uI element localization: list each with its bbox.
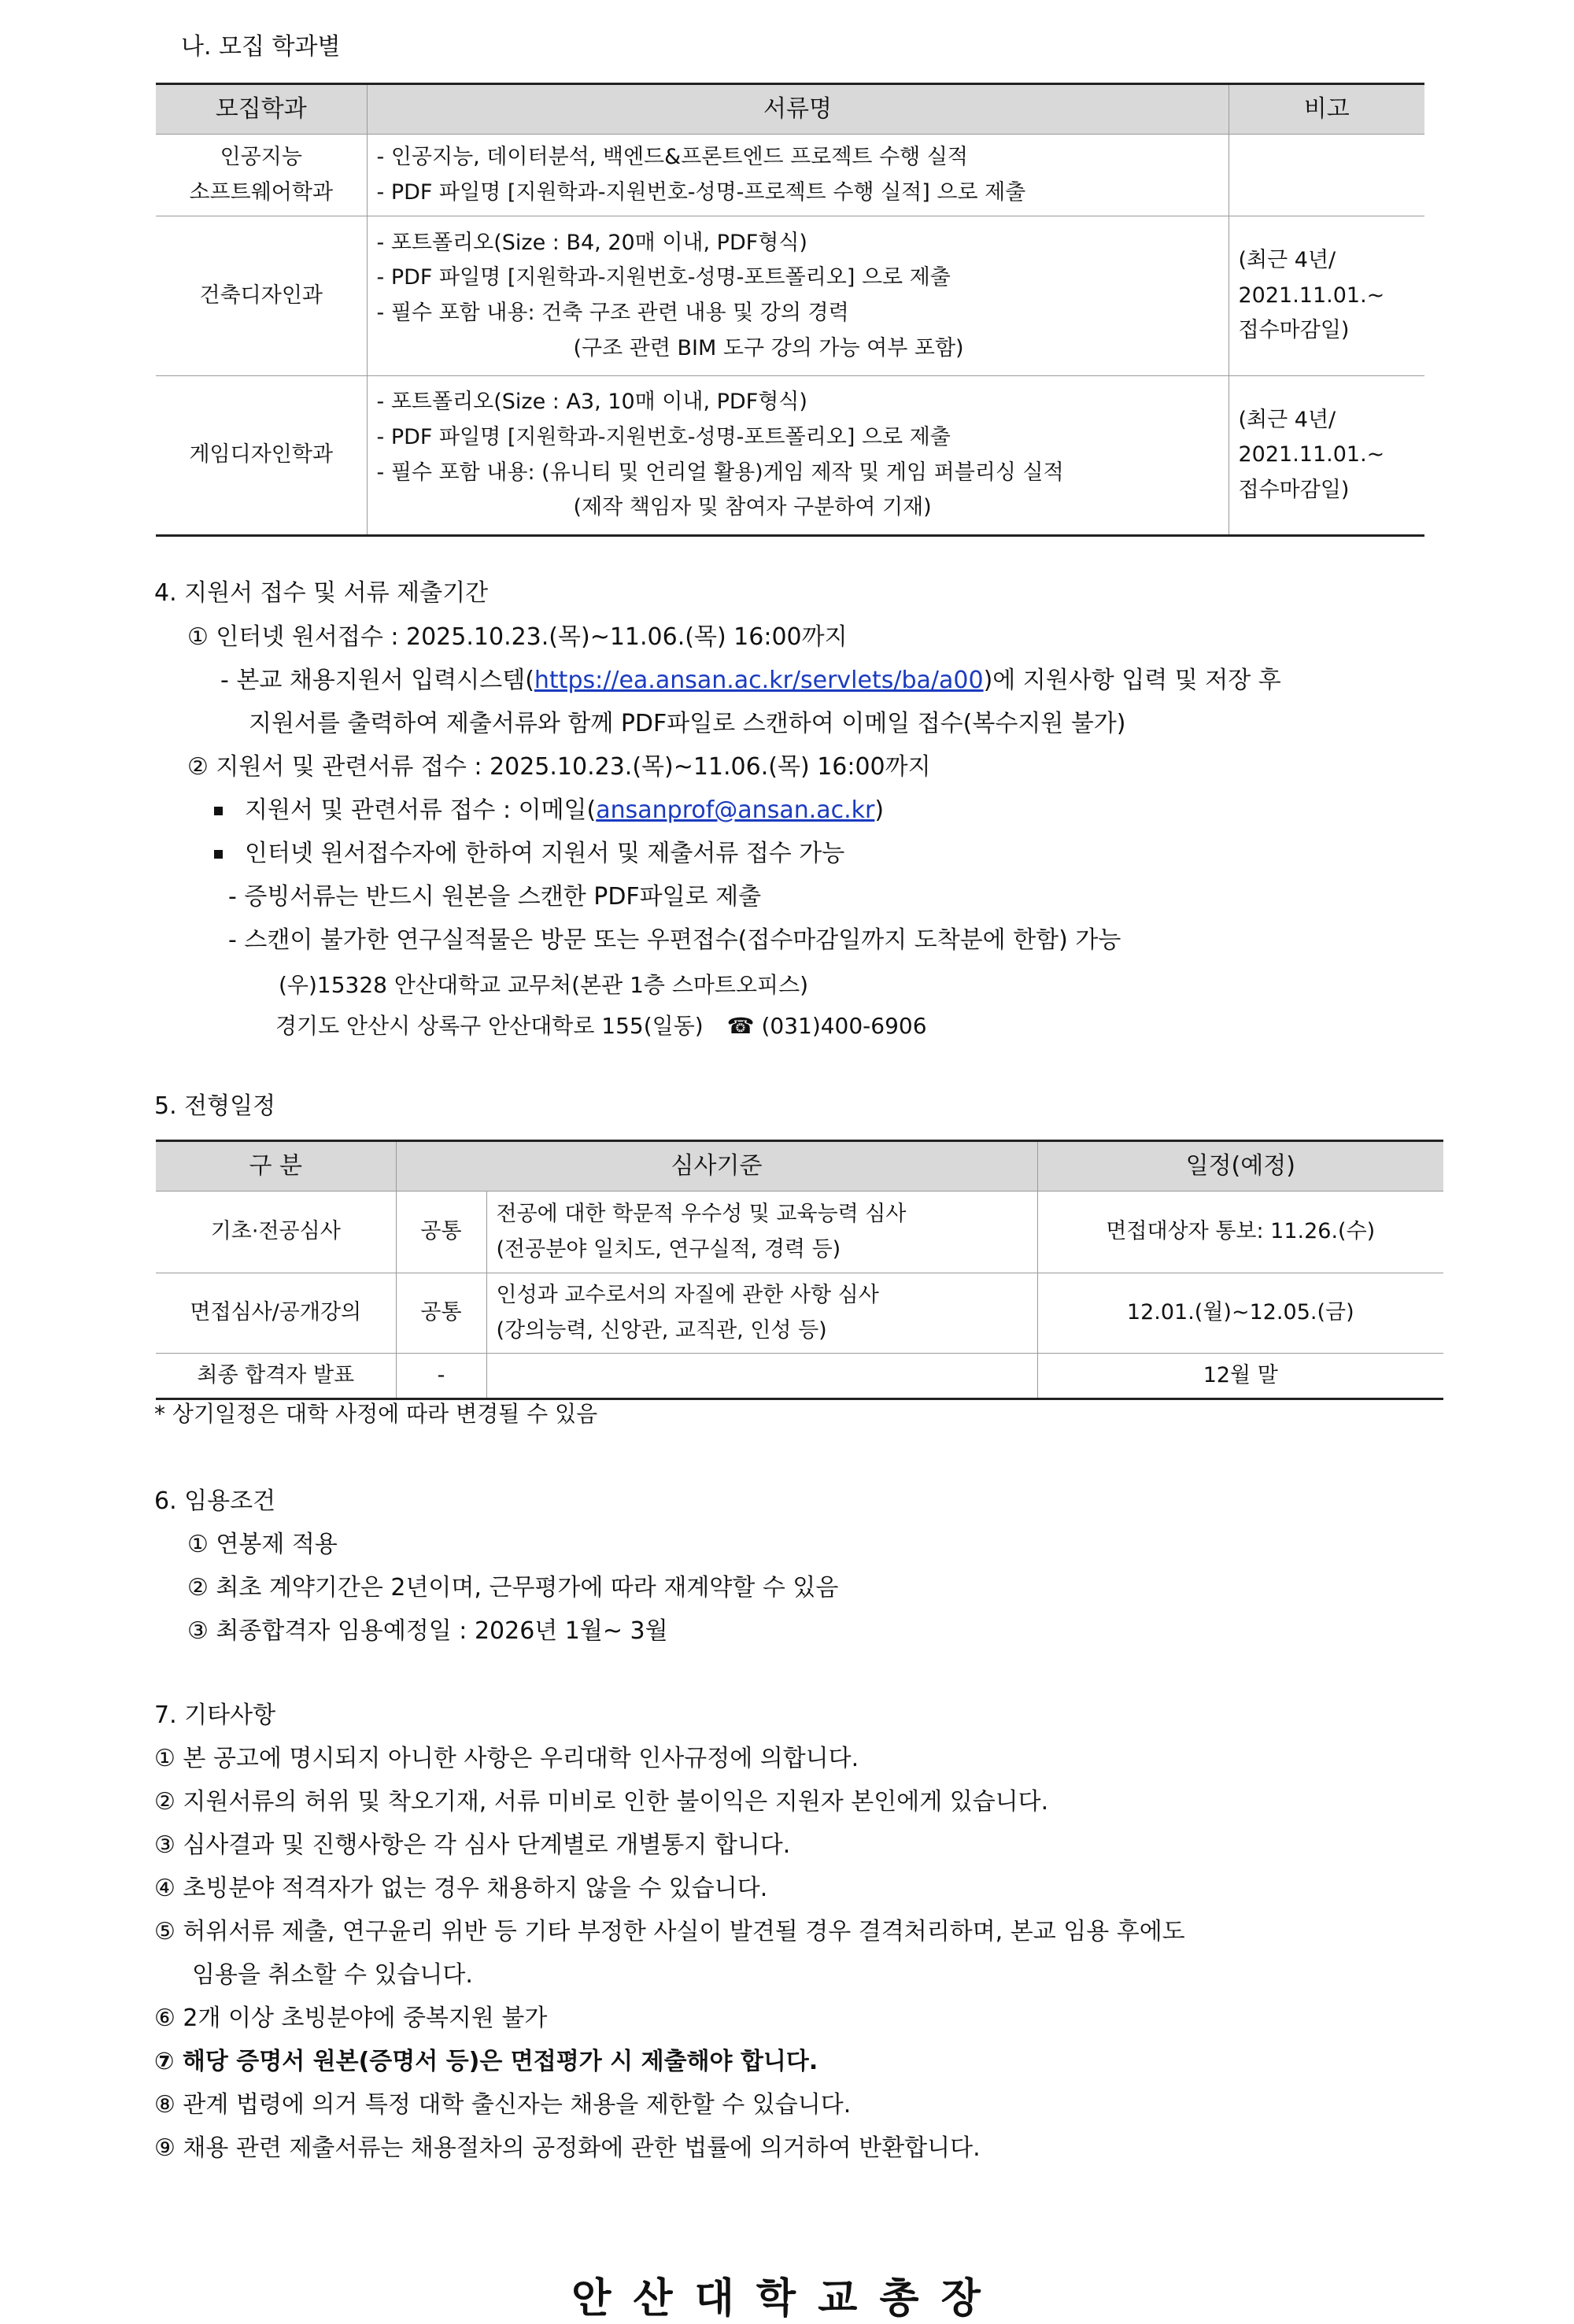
- note-line: 접수마감일): [1238, 477, 1350, 502]
- section7-item: ⑧ 관계 법령에 의거 특정 대학 출신자는 채용을 제한할 수 있습니다.: [154, 2091, 852, 2119]
- docs-cell: [367, 135, 1229, 216]
- doc-line: - 필수 포함 내용: (유니티 및 언리얼 활용)게임 제작 및 게임 퍼블리싱 실적: [376, 460, 1064, 485]
- criteria-cell: [486, 1273, 1037, 1354]
- note-line: (최근 4년/: [1238, 407, 1336, 432]
- doc-line: (제작 책임자 및 참여자 구분하여 기재): [573, 495, 932, 520]
- section7-item: ⑦ 해당 증명서 원본(증명서 등)은 면접평가 시 제출해야 합니다.: [154, 2048, 818, 2075]
- docs-cell: [367, 216, 1229, 376]
- section6-item: ② 최초 계약기간은 2년이며, 근무평가에 따라 재계약할 수 있음: [187, 1574, 839, 1602]
- address-text: 경기도 안산시 상록구 안산대학로 155(일동): [275, 1013, 704, 1039]
- date-cell: 면접대상자 통보: 11.26.(수): [1037, 1192, 1443, 1273]
- header-docs: 서류명: [367, 84, 1229, 135]
- section6-title: 6. 임용조건: [154, 1487, 276, 1515]
- date-cell: 12월 말: [1037, 1354, 1443, 1399]
- header-dept: 모집학과: [156, 84, 367, 135]
- section5-title: 5. 전형일정: [154, 1092, 276, 1120]
- section7-item: ② 지원서류의 허위 및 착오기재, 서류 미비로 인한 불이익은 지원자 본인에게 있습니다.: [154, 1788, 1049, 1816]
- section-na-title: 나. 모집 학과별: [181, 33, 341, 61]
- doc-line: - PDF 파일명 [지원학과-지원번호-성명-프로젝트 수행 실적] 으로 제출: [376, 179, 1026, 205]
- bullet1-text: ): [874, 796, 885, 824]
- dept-line: 인공지능: [220, 144, 302, 169]
- doc-line: - PDF 파일명 [지원학과-지원번호-성명-포트폴리오] 으로 제출: [376, 265, 951, 290]
- doc-line: - 필수 포함 내용: 건축 구조 관련 내용 및 강의 경력: [376, 301, 849, 325]
- note-cell: [1229, 376, 1424, 536]
- item1-detail-text: - 본교 채용지원서 입력시스템(: [220, 667, 534, 694]
- criteria-cell: [486, 1354, 1037, 1399]
- bullet-square-icon: [214, 850, 223, 859]
- criteria-cell: [486, 1192, 1037, 1273]
- section7-item: ④ 초빙분야 적격자가 없는 경우 채용하지 않을 수 있습니다.: [154, 1875, 768, 1902]
- docs-cell: [367, 376, 1229, 536]
- section7-item: ⑤ 허위서류 제출, 연구윤리 위반 등 기타 부정한 사실이 발견될 경우 결격처리하며, 본교 임용 후에도: [154, 1918, 1185, 1945]
- stage-cell: 최종 합격자 발표: [156, 1354, 396, 1399]
- email-link[interactable]: ansanprof@ansan.ac.kr: [596, 796, 875, 824]
- section4-bullet1: [214, 796, 884, 825]
- section7-item: ⑥ 2개 이상 초빙분야에 중복지원 불가: [154, 2004, 548, 2032]
- section6-item: ③ 최종합격자 임용예정일 : 2026년 1월~ 3월: [187, 1617, 668, 1645]
- section7-item: ③ 심사결과 및 진행사항은 각 심사 단계별로 개별통지 합니다.: [154, 1831, 791, 1859]
- criteria-line: 인성과 교수로서의 자질에 관한 사항 심사: [496, 1282, 879, 1307]
- header-date: 일정(예정): [1037, 1141, 1443, 1192]
- doc-line: - 인공지능, 데이터분석, 백엔드&프론트엔드 프로젝트 수행 실적: [376, 144, 969, 169]
- note-line: (최근 4년/: [1238, 248, 1336, 273]
- section4-address-2: [275, 1013, 927, 1040]
- dept-cell: [156, 376, 367, 536]
- type-cell: -: [396, 1354, 486, 1399]
- section4-title: 4. 지원서 접수 및 서류 제출기간: [154, 579, 489, 607]
- criteria-line: (전공분야 일치도, 연구실적, 경력 등): [496, 1236, 841, 1262]
- table-row: [156, 135, 1424, 216]
- note-line: 2021.11.01.~: [1238, 283, 1385, 308]
- section4-address-1: (우)15328 안산대학교 교무처(본관 1층 스마트오피스): [279, 972, 809, 998]
- note-cell: [1229, 135, 1424, 216]
- type-cell: 공통: [396, 1273, 486, 1354]
- section6-item: ① 연봉제 적용: [187, 1531, 338, 1558]
- header-criteria: 심사기준: [396, 1141, 1037, 1192]
- section4-dash2: - 스캔이 불가한 연구실적물은 방문 또는 우편접수(접수마감일까지 도착분에 한함) 가능: [228, 926, 1121, 954]
- table-header-row: [156, 1141, 1443, 1192]
- bullet1-text: 지원서 및 관련서류 접수 : 이메일(: [245, 796, 597, 824]
- dept-cell: [156, 216, 367, 376]
- table-row: [156, 216, 1424, 376]
- header-note: 비고: [1229, 84, 1424, 135]
- table-row: [156, 376, 1424, 536]
- note-line: 접수마감일): [1238, 318, 1350, 343]
- recruitment-system-link[interactable]: https://ea.ansan.ac.kr/servlets/ba/a00: [534, 667, 984, 694]
- table-row: [156, 1273, 1443, 1354]
- section7-item-continued: 임용을 취소할 수 있습니다.: [192, 1961, 473, 1989]
- section4-dash1: - 증빙서류는 반드시 원본을 스캔한 PDF파일로 제출: [228, 883, 762, 911]
- table-row: [156, 1354, 1443, 1399]
- bullet2-text: 인터넷 원서접수자에 한하여 지원서 및 제출서류 접수 가능: [245, 840, 845, 867]
- section7-item: ① 본 공고에 명시되지 아니한 사항은 우리대학 인사규정에 의합니다.: [154, 1745, 859, 1772]
- section7-title: 7. 기타사항: [154, 1701, 276, 1729]
- stage-cell: 기초·전공심사: [156, 1192, 396, 1273]
- date-cell: 12.01.(월)~12.05.(금): [1037, 1273, 1443, 1354]
- section4-item1-detail-2: 지원서를 출력하여 제출서류와 함께 PDF파일로 스캔하여 이메일 접수(복수지원 불가): [249, 710, 1126, 737]
- header-stage: 구 분: [156, 1141, 396, 1192]
- criteria-line: 전공에 대한 학문적 우수성 및 교육능력 심사: [496, 1201, 907, 1226]
- dept-line: 게임디자인학과: [189, 442, 334, 467]
- type-cell: 공통: [396, 1192, 486, 1273]
- section4-item1: ① 인터넷 원서접수 : 2025.10.23.(목)~11.06.(목) 16:00까지: [187, 623, 848, 651]
- stage-cell: 면접심사/공개강의: [156, 1273, 396, 1354]
- dept-cell: [156, 135, 367, 216]
- doc-line: - PDF 파일명 [지원학과-지원번호-성명-포트폴리오] 으로 제출: [376, 424, 951, 449]
- dept-line: 건축디자인과: [199, 283, 323, 308]
- item1-detail-text: )에 지원사항 입력 및 저장 후: [983, 667, 1281, 694]
- section4-item1-detail: [220, 667, 1281, 695]
- note-cell: [1229, 216, 1424, 376]
- note-line: 2021.11.01.~: [1238, 442, 1385, 467]
- doc-line: - 포트폴리오(Size : A3, 10매 이내, PDF형식): [376, 390, 807, 415]
- doc-line: - 포트폴리오(Size : B4, 20매 이내, PDF형식): [376, 230, 807, 255]
- doc-line: (구조 관련 BIM 도구 강의 가능 여부 포함): [573, 335, 964, 360]
- schedule-note: * 상기일정은 대학 사정에 따라 변경될 수 있음: [154, 1401, 598, 1427]
- table-row: [156, 1192, 1443, 1273]
- section4-item2: ② 지원서 및 관련서류 접수 : 2025.10.23.(목)~11.06.(목) 16:00까지: [187, 753, 931, 781]
- section7-item: ⑨ 채용 관련 제출서류는 채용절차의 공정화에 관한 법률에 의거하여 반환합니다.: [154, 2134, 981, 2162]
- document-requirements-table: [156, 83, 1424, 537]
- section4-bullet2: [214, 840, 844, 868]
- dept-line: 소프트웨어학과: [189, 179, 334, 205]
- schedule-table: [156, 1140, 1443, 1400]
- issuer-title: 안산대학교총장: [571, 2275, 1003, 2322]
- criteria-line: (강의능력, 신앙관, 교직관, 인성 등): [496, 1317, 827, 1343]
- bullet-square-icon: [214, 807, 223, 815]
- phone-number: ☎ (031)400-6906: [726, 1013, 927, 1039]
- table-header-row: [156, 84, 1424, 135]
